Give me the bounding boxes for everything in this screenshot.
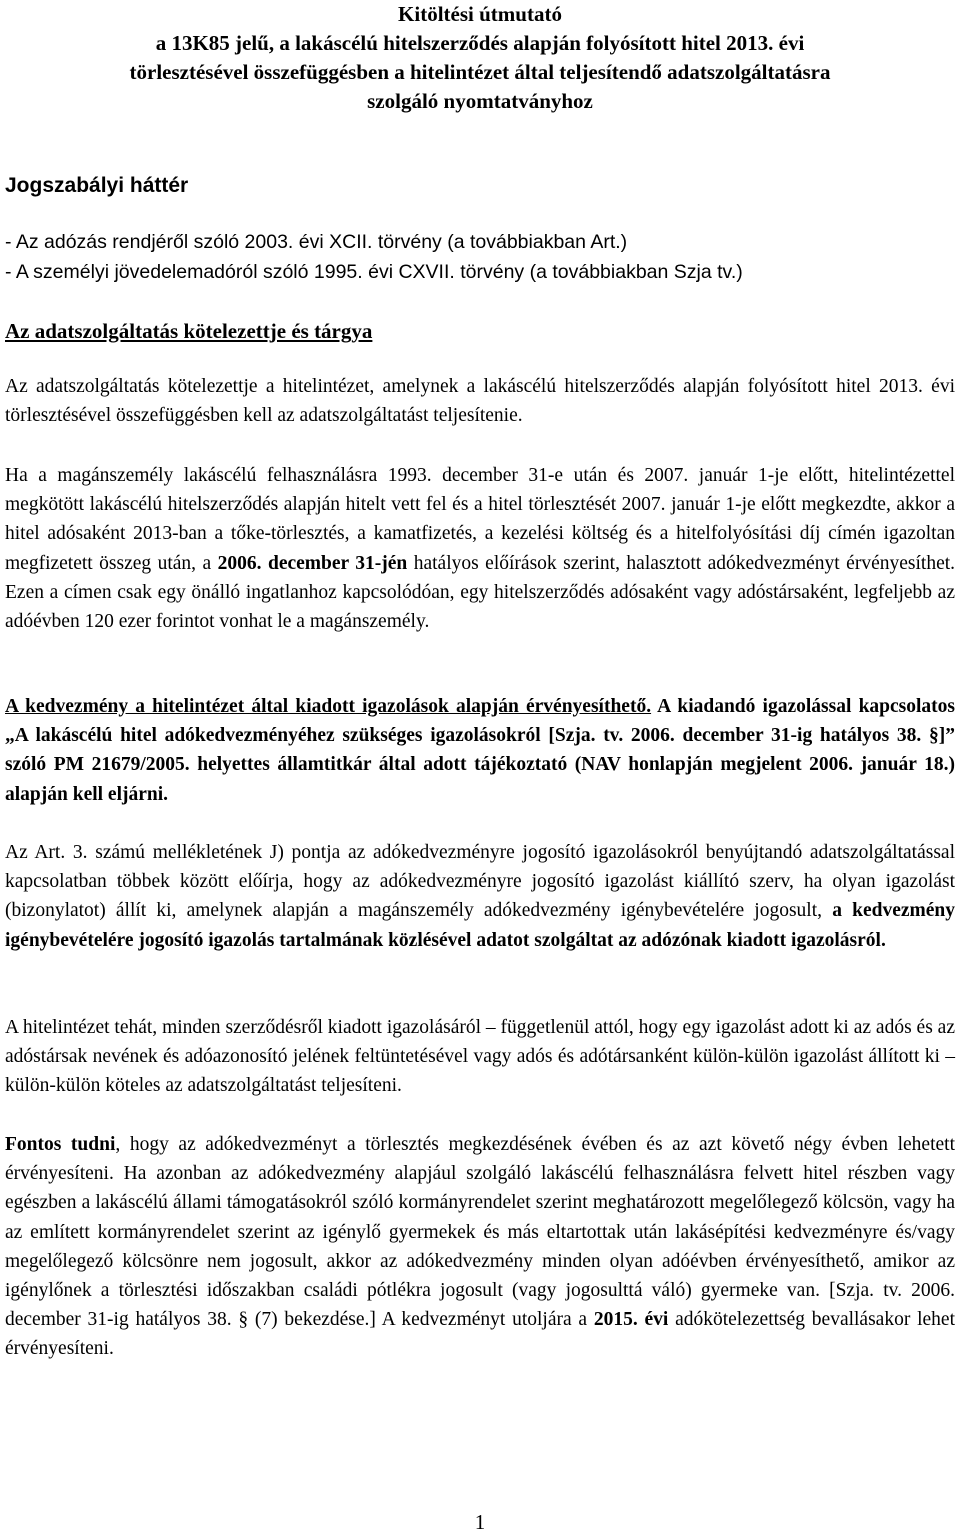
document-title: Kitöltési útmutató xyxy=(398,2,562,26)
important-note-text-1: , hogy az adókedvezményt a törlesztés megkezdésének évében és az azt követő négy évben lehetett érvényesíteni. Ha azonban az adókedvezmény alapjául szolgáló lakáscélú felhasználásra felvett hitel részben vagy egészben a lakáscélú állami támogatásokról szóló kormányrendelet szerint meghatározott megelőlegező kölcsön, vagy ha az említett kormányrendelet szerint az igénylő gyermekek és más eltartottak után lakásépítési kedvezményre és/vagy megelőlegező kölcsönre nem jogosult, akkor az adókedvezmény minden olyan adóévben érvényesíthető, amikor az igénylőnek a törlesztési időszakban családi pótlékra jogosult (vagy jogosulttá váló) gyermeke van. [Szja. tv. 2006. december 31-ig hatályos 38. § (7) bekezdése.] A kedvezményt utoljára a xyxy=(5,1134,955,1331)
important-note-text-2: adókötelezettség bevallásakor lehet érvényesíteni. xyxy=(5,1309,955,1360)
document-title-block xyxy=(0,0,960,116)
paragraph-certificates-text: A kiadandó igazolással kapcsolatos „A lakáscélú hitel adókedvezményéhez szükséges igazolásokról [Szja. tv. 2006. december 31-ig hatályos 38. §]” szóló PM 21679/2005. helyettes államtitkár által adott tájékoztató (NAV honlapján megjelent 2006. január 18.) alapján kell eljárni. xyxy=(5,696,955,805)
law-item-art: - Az adózás rendjéről szóló 2003. évi XCII. törvény (a továbbiakban Art.) xyxy=(5,231,628,253)
page-number: 1 xyxy=(474,1510,486,1534)
paragraph-conditions-text-2: hatályos előírások szerint, halasztott adókedvezményt érvényesíthet. Ezen a címen csak egy önálló ingatlanhoz kapcsolódóan, egy hitelszerződés adósaként vagy adóstársaként, legfeljebb az adóévben 120 ezer forintot vonhat le a magánszemély. xyxy=(5,552,956,633)
paragraph-certificates-underlined: A kedvezmény a hitelintézet által kiadott igazolások alapján érvényesíthető. xyxy=(5,696,652,717)
important-note-label: Fontos tudni xyxy=(5,1134,116,1155)
law-item-szja: - A személyi jövedelemadóról szóló 1995. évi CXVII. törvény (a továbbiakban Szja tv.) xyxy=(5,261,743,283)
paragraph-art-annex xyxy=(5,838,955,955)
obligation-heading: Az adatszolgáltatás kötelezettje és tárgya xyxy=(5,319,373,343)
legal-background-heading: Jogszabályi háttér xyxy=(5,174,189,197)
paragraph-certificates xyxy=(5,692,955,809)
document-subtitle-line-1: a 13K85 jelű, a lakáscélú hitelszerződés alapján folyósított hitel 2013. évi xyxy=(155,31,805,55)
paragraph-reporting-duty: A hitelintézet tehát, minden szerződésről kiadott igazolásáról – függetlenül attól, hogy egy igazolást adott ki az adós és az adóstársak nevének és adóazonosító jelének feltüntetésével vagy adós és adótársanként külön-külön igazolást állított ki – külön-külön köteles az adatszolgáltatást teljesíteni. xyxy=(5,1017,955,1097)
obligation-intro-paragraph: Az adatszolgáltatás kötelezettje a hitelintézet, amelynek a lakáscélú hitelszerződés alapján folyósított hitel 2013. évi törlesztésével összefüggésben kell az adatszolgáltatást teljesítenie. xyxy=(5,376,955,427)
paragraph-conditions-date: 2006. december 31-jén xyxy=(217,552,408,574)
important-note-year: 2015. évi xyxy=(593,1309,669,1331)
paragraph-art-annex-text: Az Art. 3. számú mellékletének J) pontja az adókedvezményre jogosító igazolásokról benyújtandó adatszolgáltatással kapcsolatban többek között előírja, hogy az adókedvezményre jogosító igazolást kiállító szerv, ha olyan igazolást (bizonylatot) állít ki, amelynek alapján a magánszemély adókedvezmény igénybevételére jogosult, xyxy=(5,842,955,922)
paragraph-important-note xyxy=(5,1130,955,1364)
paragraph-conditions xyxy=(5,461,955,636)
paragraph-conditions-text-1: Ha a magánszemély lakáscélú felhasználásra 1993. december 31-e után és 2007. január 1-je előtt, hitelintézettel megkötött lakáscélú hitelszerződés alapján hitelt vett fel és a hitel törlesztését 2007. január 1-je előtt megkezdte, akkor a hitel adósaként 2013-ban a tőke-törlesztés, a kamatfizetés, a kezelési költség és a hitelfolyósítási díj címén igazoltan megfizetett összeg után, a xyxy=(5,465,955,574)
law-list xyxy=(5,227,955,287)
document-subtitle-line-3: szolgáló nyomtatványhoz xyxy=(367,89,593,113)
paragraph-art-annex-bold: a kedvezmény igénybevételére jogosító igazolás tartalmának közlésével adatot szolgáltat az adózónak kiadott igazolásról. xyxy=(5,900,955,951)
document-subtitle-line-2: törlesztésével összefüggésben a hitelintézet által teljesítendő adatszolgáltatásra xyxy=(129,60,831,84)
